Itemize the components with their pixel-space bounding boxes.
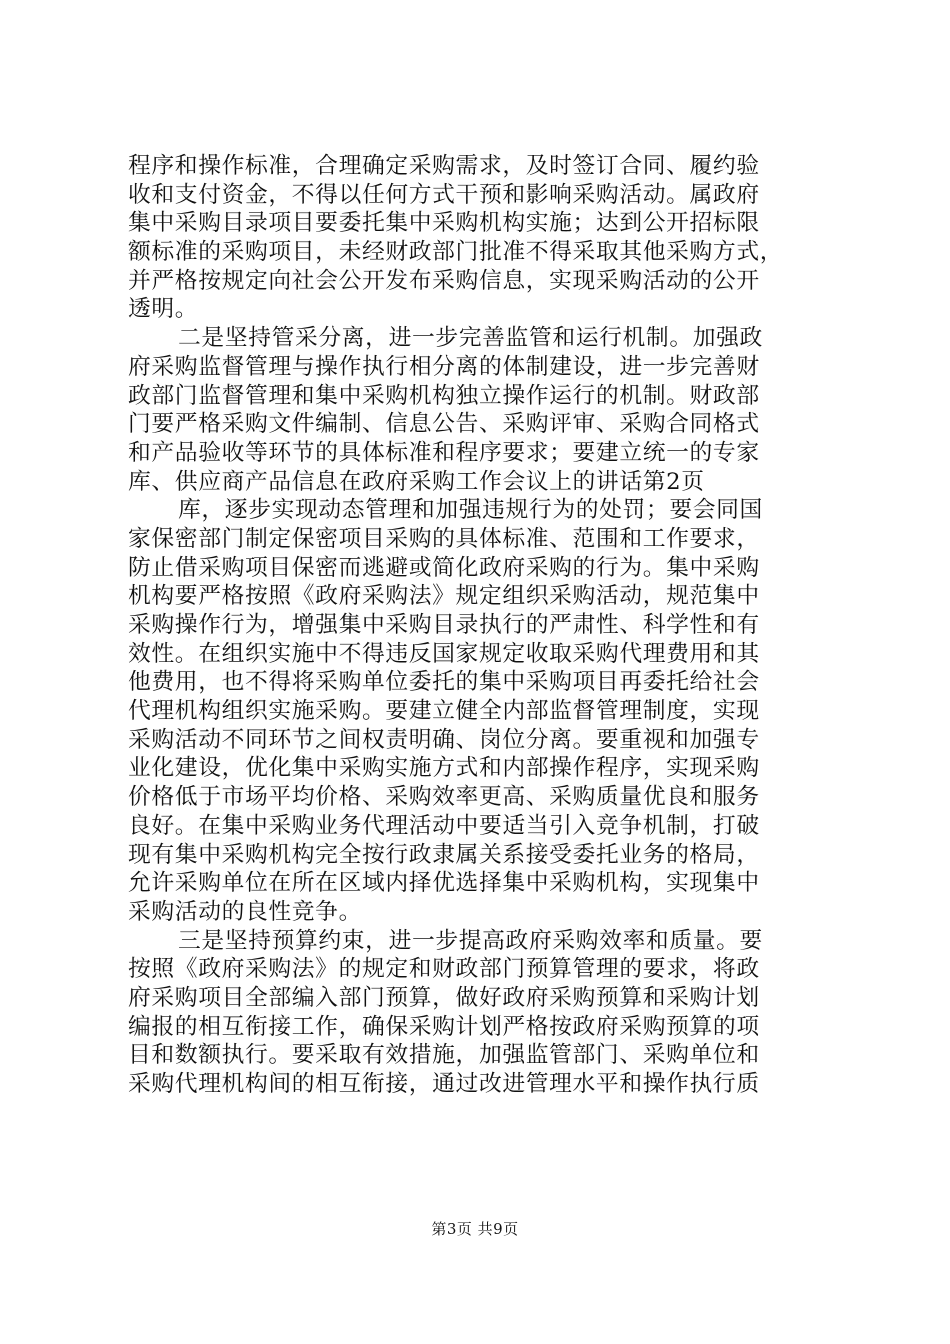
text-line: 采购代理机构间的相互衔接，通过改进管理水平和操作执行质	[128, 1071, 760, 1097]
paragraph-start-line: 三是坚持预算约束，进一步提高政府采购效率和质量。要	[178, 927, 763, 954]
paragraph-start-line: 库，逐步实现动态管理和加强违规行为的处罚；要会同国	[178, 497, 763, 524]
text-line: 收和支付资金，不得以任何方式干预和影响采购活动。属政府	[128, 181, 760, 208]
text-line: 机构要严格按照《政府采购法》规定组织采购活动，规范集中	[128, 583, 760, 610]
text-line: 编报的相互衔接工作，确保采购计划严格按政府采购预算的项	[128, 1013, 760, 1040]
text-line: 府采购监督管理与操作执行相分离的体制建设，进一步完善财	[128, 353, 760, 380]
text-line: 允许采购单位在所在区域内择优选择集中采购机构，实现集中	[128, 870, 760, 897]
text-line: 防止借采购项目保密而逃避或简化政府采购的行为。集中采购	[128, 554, 760, 581]
text-line: 府采购项目全部编入部门预算，做好政府采购预算和采购计划	[128, 984, 760, 1011]
text-line: 程序和操作标准，合理确定采购需求，及时签订合同、履约验	[128, 153, 760, 179]
text-line: 效性。在组织实施中不得违反国家规定收取采购代理费用和其	[128, 640, 760, 667]
paragraph-start-line: 二是坚持管采分离，进一步完善监管和运行机制。加强政	[178, 325, 763, 352]
text-line: 采购操作行为，增强集中采购目录执行的严肃性、科学性和有	[128, 612, 760, 638]
text-line: 采购活动的良性竞争。	[128, 898, 362, 925]
text-line: 业化建设，优化集中采购实施方式和内部操作程序，实现采购	[128, 755, 760, 782]
text-line: 门要严格采购文件编制、信息公告、采购评审、采购合同格式	[128, 411, 760, 438]
text-line: 库、供应商产品信息在政府采购工作会议上的讲话第2页	[128, 468, 705, 495]
page-number-footer: 第3页 共9页	[431, 1220, 519, 1238]
text-line: 家保密部门制定保密项目采购的具体标准、范围和工作要求，	[128, 525, 760, 552]
text-line: 采购活动不同环节之间权责明确、岗位分离。要重视和加强专	[128, 726, 760, 753]
document-body	[128, 152, 828, 1099]
text-line: 他费用，也不得将采购单位委托的集中采购项目再委托给社会	[128, 669, 760, 696]
text-line: 按照《政府采购法》的规定和财政部门预算管理的要求，将政	[128, 956, 760, 983]
text-line: 集中采购目录项目要委托集中采购机构实施；达到公开招标限	[128, 210, 760, 237]
text-line: 现有集中采购机构完全按行政隶属关系接受委托业务的格局，	[128, 841, 760, 868]
text-line: 政部门监督管理和集中采购机构独立操作运行的机制。财政部	[128, 382, 760, 409]
text-line: 和产品验收等环节的具体标准和程序要求；要建立统一的专家	[128, 439, 760, 466]
text-line: 目和数额执行。要采取有效措施，加强监管部门、采购单位和	[128, 1042, 760, 1069]
text-line: 良好。在集中采购业务代理活动中要适当引入竞争机制，打破	[128, 812, 760, 839]
text-line: 透明。	[128, 296, 199, 323]
text-line: 并严格按规定向社会公开发布采购信息，实现采购活动的公开	[128, 267, 760, 294]
text-line: 价格低于市场平均价格、采购效率更高、采购质量优良和服务	[128, 784, 760, 811]
text-line: 额标准的采购项目，未经财政部门批准不得采取其他采购方式，	[128, 239, 784, 266]
text-line: 代理机构组织实施采购。要建立健全内部监督管理制度，实现	[128, 698, 760, 725]
